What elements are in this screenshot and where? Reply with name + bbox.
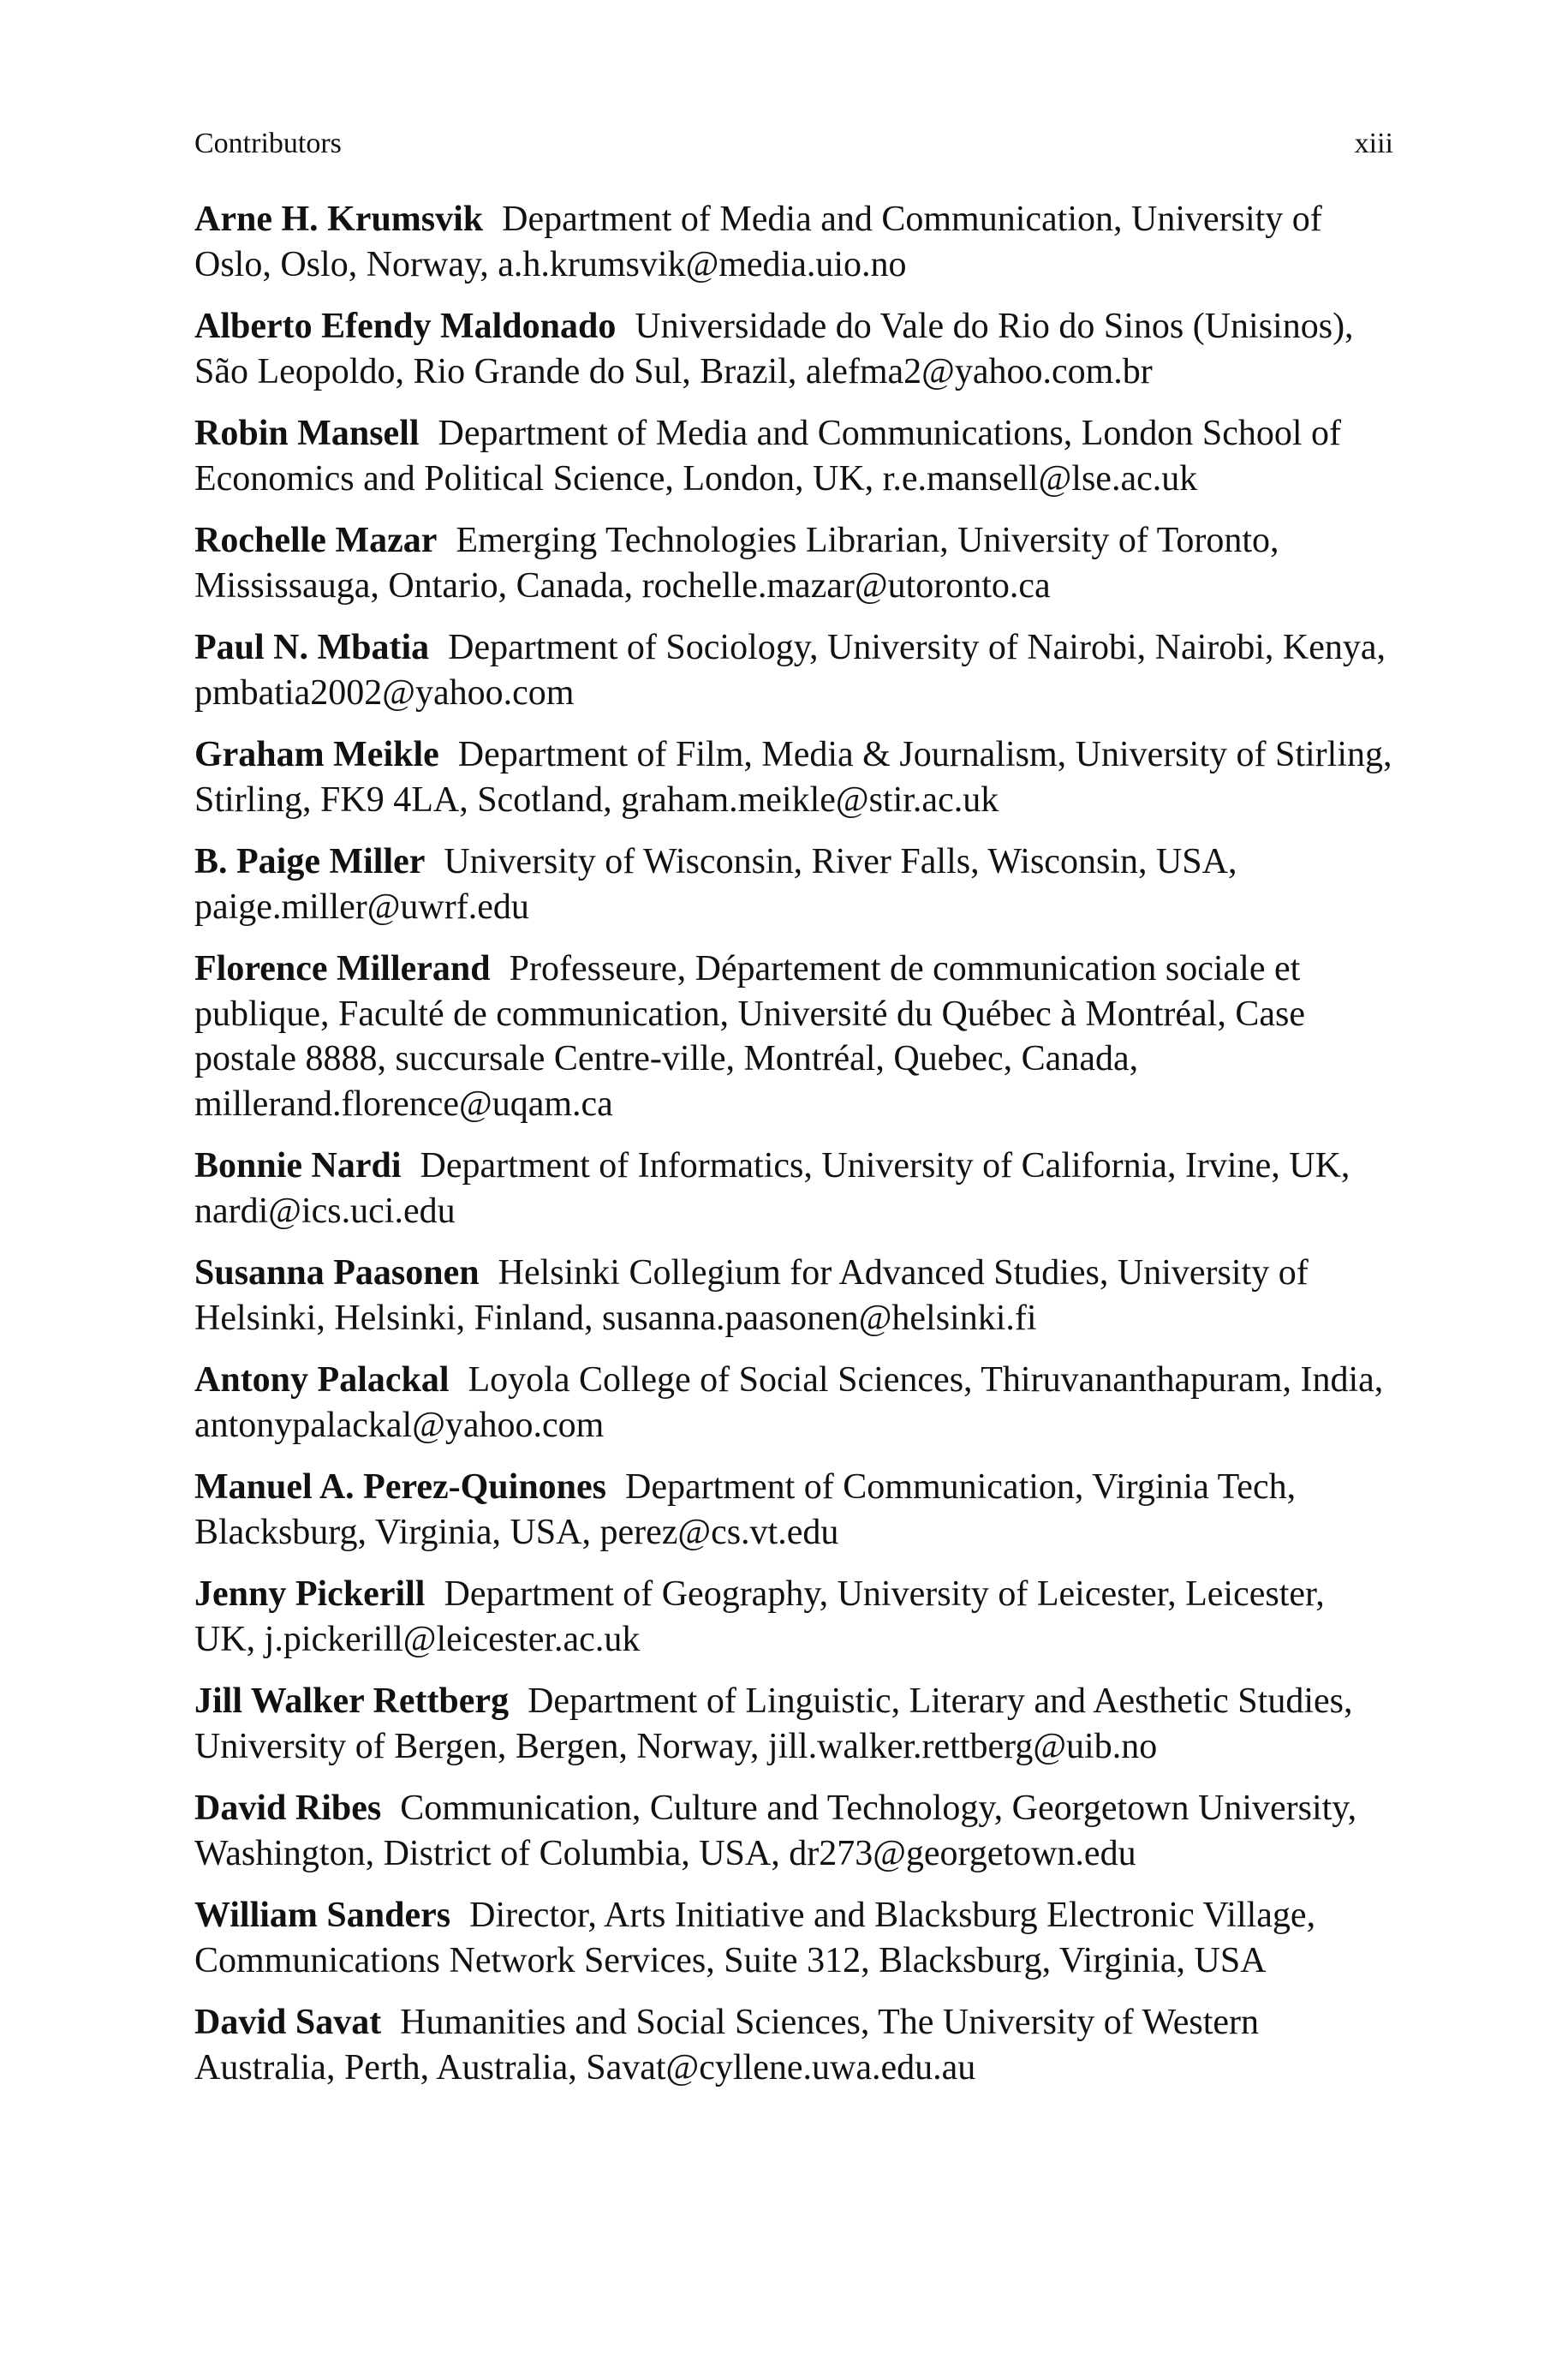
contributor-affiliation: Department of Informatics, University of California, Irvine, UK, nardi@ics.uci.edu: [194, 1146, 1350, 1231]
contributor-entry: [194, 518, 1393, 608]
contributor-name: Paul N. Mbatia: [194, 628, 430, 667]
contributor-affiliation: Department of Film, Media & Journalism, University of Stirling, Stirling, FK9 4LA, Scotland, graham.meikle@stir.ac.uk: [194, 735, 1392, 820]
section-title: Contributors: [194, 128, 342, 159]
contributor-name: William Sanders: [194, 1896, 451, 1935]
contributor-affiliation: Department of Media and Communications, London School of Economics and Political Science, London, UK, r.e.mansell@lse.ac.uk: [194, 414, 1342, 499]
contributor-entry: [194, 1144, 1393, 1233]
contributor-affiliation: Department of Linguistic, Literary and Aesthetic Studies, University of Bergen, Bergen, Norway, jill.walker.rettberg@uib.no: [194, 1681, 1353, 1766]
contributor-affiliation: Department of Communication, Virginia Tech, Blacksburg, Virginia, USA, perez@cs.vt.edu: [194, 1467, 1297, 1552]
contributor-affiliation: Loyola College of Social Sciences, Thiruvananthapuram, India, antonypalackal@yahoo.com: [194, 1360, 1384, 1445]
contributor-name: Jill Walker Rettberg: [194, 1681, 510, 1721]
contributor-name: B. Paige Miller: [194, 842, 426, 881]
contributor-entry: [194, 732, 1393, 822]
contributor-list: [194, 197, 1393, 2090]
contributor-affiliation: Director, Arts Initiative and Blacksburg Electronic Village, Communications Network Services, Suite 312, Blacksburg, Virginia, USA: [194, 1896, 1316, 1980]
contributor-name: Florence Millerand: [194, 949, 491, 988]
contributor-affiliation: Communication, Culture and Technology, Georgetown University, Washington, District of Columbia, USA, dr273@georgetown.edu: [194, 1789, 1357, 1873]
contributor-name: Antony Palackal: [194, 1360, 450, 1400]
contributor-affiliation: Department of Sociology, University of Nairobi, Nairobi, Kenya, pmbatia2002@yahoo.com: [194, 628, 1386, 713]
contributor-name: Susanna Paasonen: [194, 1253, 480, 1293]
contributor-entry: [194, 947, 1393, 1126]
contributor-entry: [194, 1893, 1393, 1983]
contributor-name: Rochelle Mazar: [194, 521, 438, 560]
contributor-entry: [194, 1572, 1393, 1662]
contributor-name: David Ribes: [194, 1789, 382, 1828]
contributor-entry: [194, 1786, 1393, 1876]
contributor-name: Arne H. Krumsvik: [194, 200, 484, 239]
contributor-affiliation: Professeure, Département de communication sociale et publique, Faculté de communication, Université du Québec à Montréal, Case postale 8888, succursale Centre-ville, Montréal, Quebec, Canada, millerand.florence@uqam.ca: [194, 949, 1305, 1124]
contributor-name: Manuel A. Perez-Quinones: [194, 1467, 607, 1507]
contributor-entry: [194, 2000, 1393, 2090]
contributor-entry: [194, 625, 1393, 715]
running-head: [194, 127, 1393, 170]
page-number: xiii: [1354, 128, 1393, 159]
contributor-entry: [194, 197, 1393, 287]
contributor-entry: [194, 1679, 1393, 1769]
contributor-name: David Savat: [194, 2003, 382, 2042]
contributor-entry: [194, 839, 1393, 929]
contributor-affiliation: Universidade do Vale do Rio do Sinos (Unisinos), São Leopoldo, Rio Grande do Sul, Brazil, alefma2@yahoo.com.br: [194, 307, 1354, 391]
contributor-affiliation: Department of Geography, University of Leicester, Leicester, UK, j.pickerill@leicester.ac.uk: [194, 1574, 1325, 1659]
contributor-entry: [194, 411, 1393, 501]
contributor-name: Bonnie Nardi: [194, 1146, 402, 1186]
contributor-entry: [194, 1358, 1393, 1448]
contributor-name: Alberto Efendy Maldonado: [194, 307, 617, 346]
contributor-name: Robin Mansell: [194, 414, 420, 453]
contributor-entry: [194, 1465, 1393, 1555]
contributor-affiliation: Helsinki Collegium for Advanced Studies, University of Helsinki, Helsinki, Finland, susanna.paasonen@helsinki.fi: [194, 1253, 1309, 1338]
contributor-affiliation: Department of Media and Communication, University of Oslo, Oslo, Norway, a.h.krumsvik@media.uio.no: [194, 200, 1322, 284]
contributor-name: Graham Meikle: [194, 735, 439, 774]
contributor-affiliation: Emerging Technologies Librarian, University of Toronto, Mississauga, Ontario, Canada, rochelle.mazar@utoronto.ca: [194, 521, 1279, 606]
contributor-entry: [194, 304, 1393, 394]
contributor-affiliation: Humanities and Social Sciences, The University of Western Australia, Perth, Australia, Savat@cyllene.uwa.edu.au: [194, 2003, 1260, 2087]
book-page: [194, 127, 1393, 2107]
contributor-affiliation: University of Wisconsin, River Falls, Wisconsin, USA, paige.miller@uwrf.edu: [194, 842, 1237, 927]
contributor-entry: [194, 1251, 1393, 1341]
contributor-name: Jenny Pickerill: [194, 1574, 426, 1614]
